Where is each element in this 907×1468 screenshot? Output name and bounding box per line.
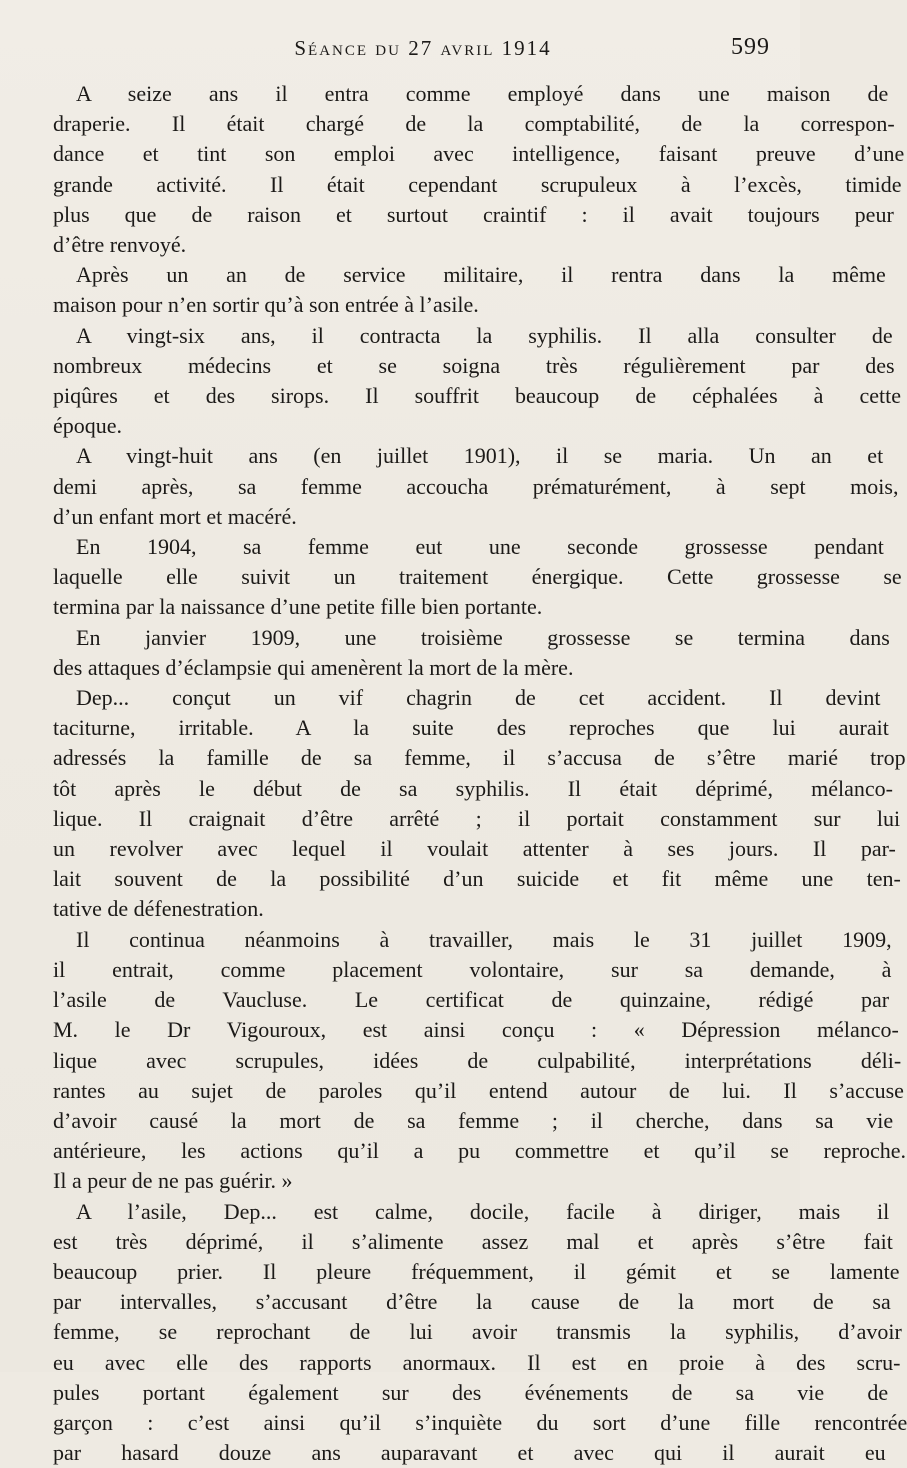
text-line: par intervalles, s’accusant d’être la cause de la mort de sa xyxy=(53,1289,891,1315)
text-line: l’asile de Vaucluse. Le certificat de quinzaine, rédigé par xyxy=(53,987,890,1013)
paragraph xyxy=(53,683,906,925)
text-line: beaucoup prier. Il pleure fréquemment, il gémit et se lamente xyxy=(53,1258,900,1284)
text-line: piqûres et des sirops. Il souffrit beaucoup de céphalées à cette xyxy=(53,383,901,409)
text-line-first xyxy=(53,321,893,351)
text-line-first xyxy=(53,683,881,713)
paragraph xyxy=(53,260,886,320)
text-line: lait souvent de la possibilité d’un suicide et fit même une ten- xyxy=(53,866,901,892)
text-line: M. le Dr Vigouroux, est ainsi conçu : « Dépression mélanco- xyxy=(53,1017,899,1043)
text-line: demi après, sa femme accoucha prématurément, à sept mois, xyxy=(53,473,899,499)
text-line: A l’asile, Dep... est calme, docile, facile à diriger, mais il xyxy=(76,1198,890,1224)
paragraph xyxy=(53,925,906,1197)
text-line: draperie. Il était chargé de la comptabilité, de la correspon- xyxy=(53,111,895,137)
text-line-first xyxy=(53,925,892,955)
text-line: plus que de raison et surtout craintif : il avait toujours peur xyxy=(53,201,894,227)
paragraph xyxy=(53,1197,907,1468)
paragraph xyxy=(53,441,899,532)
text-line: laquelle elle suivit un traitement énergique. Cette grossesse se xyxy=(53,564,902,590)
text-line: nombreux médecins et se soigna très régulièrement par des xyxy=(53,352,895,378)
text-line: dance et tint son emploi avec intelligence, faisant preuve d’une xyxy=(53,141,905,167)
text-line-first xyxy=(53,623,890,653)
text-line-first xyxy=(53,441,884,471)
page-body-text xyxy=(53,79,907,1468)
text-line: des attaques d’éclampsie qui amenèrent la mort de la mère. xyxy=(53,654,574,680)
text-line-first xyxy=(53,1197,890,1227)
text-line: époque. xyxy=(53,413,123,439)
text-line: Il continua néanmoins à travailler, mais le 31 juillet 1909, xyxy=(76,926,892,952)
text-line: Dep... conçut un vif chagrin de cet accident. Il devint xyxy=(76,685,881,711)
text-line: tative de défenestration. xyxy=(53,896,264,922)
text-line: il entrait, comme placement volontaire, sur sa demande, à xyxy=(53,956,892,982)
text-line: grande activité. Il était cependant scrupuleux à l’excès, timide xyxy=(53,171,902,197)
text-line-first xyxy=(53,532,884,562)
paragraph xyxy=(53,321,901,442)
text-line: A seize ans il entra comme employé dans une maison de xyxy=(76,81,889,106)
text-line: tôt après le début de sa syphilis. Il était déprimé, mélanco- xyxy=(53,775,893,801)
paragraph xyxy=(53,532,902,623)
text-line: femme, se reprochant de lui avoir transmis la syphilis, d’avoir xyxy=(53,1319,902,1345)
text-line: eu avec elle des rapports anormaux. Il est en proie à des scru- xyxy=(53,1349,901,1375)
text-line: d’un enfant mort et macéré. xyxy=(53,503,297,529)
text-line: A vingt-six ans, il contracta la syphilis. Il alla consulter de xyxy=(76,322,893,348)
text-line: lique avec scrupules, idées de culpabilité, interprétations déli- xyxy=(53,1047,902,1073)
text-line: par hasard douze ans auparavant et avec qui il aurait eu xyxy=(53,1440,886,1466)
text-line: En 1904, sa femme eut une seconde grossesse pendant xyxy=(76,534,884,560)
text-line: d’être renvoyé. xyxy=(53,232,187,258)
text-line: adressés la famille de sa femme, il s’accusa de s’être marié trop xyxy=(53,745,906,771)
text-line: un revolver avec lequel il voulait attenter à ses jours. Il par- xyxy=(53,836,896,862)
paragraph xyxy=(53,623,890,683)
text-line: Après un an de service militaire, il rentra dans la même xyxy=(76,262,886,288)
text-line: En janvier 1909, une troisième grossesse se termina dans xyxy=(76,624,890,650)
text-line-first xyxy=(53,79,889,109)
text-line: rantes au sujet de paroles qu’il entend autour de lui. Il s’accuse xyxy=(53,1077,904,1103)
text-line: A vingt-huit ans (en juillet 1901), il se maria. Un an et xyxy=(76,443,884,469)
text-line: d’avoir causé la mort de sa femme ; il cherche, dans sa vie xyxy=(53,1107,894,1133)
text-line: pules portant également sur des événements de sa vie de xyxy=(53,1379,889,1405)
text-line-first xyxy=(53,260,886,290)
text-line: est très déprimé, il s’alimente assez mal et après s’être fait xyxy=(53,1228,893,1254)
text-line: maison pour n’en sortir qu’à son entrée à l’asile. xyxy=(53,292,479,318)
text-line: Il a peur de ne pas guérir. » xyxy=(53,1168,293,1194)
running-title: Séance du 27 avril 1914 xyxy=(294,36,552,60)
text-line: termina par la naissance d’une petite fille bien portante. xyxy=(53,594,543,620)
text-line: garçon : c’est ainsi qu’il s’inquiète du sort d’une fille rencontrée xyxy=(53,1409,907,1435)
text-line: antérieure, les actions qu’il a pu commettre et qu’il se reproche. xyxy=(53,1138,906,1164)
paragraph xyxy=(53,79,905,260)
page-number: 599 xyxy=(731,34,770,60)
text-line: lique. Il craignait d’être arrêté ; il portait constamment sur lui xyxy=(53,805,901,831)
text-line: taciturne, irritable. A la suite des reproches que lui aurait xyxy=(53,715,889,741)
page-header xyxy=(52,32,770,80)
